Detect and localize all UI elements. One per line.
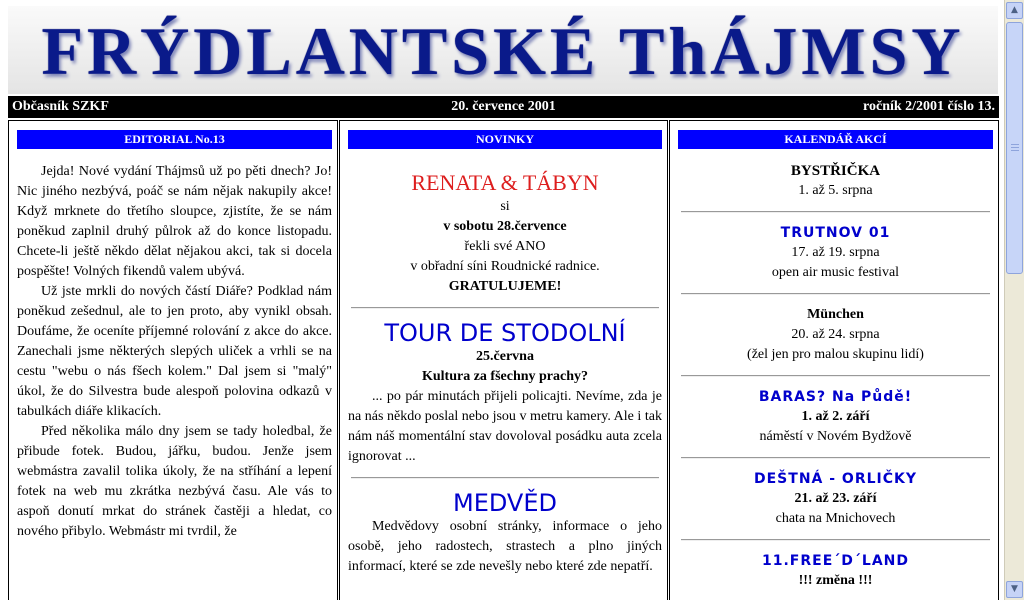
scroll-up-arrow-icon[interactable]: ▲ [1006,2,1023,19]
news-date: 25.června [476,349,534,364]
divider [351,307,659,309]
news-item-medved [348,489,662,577]
calendar-event [678,305,993,365]
divider [681,211,990,213]
scrollbar-thumb[interactable] [1006,22,1023,274]
calendar-event [678,469,993,529]
news-title-tour[interactable]: TOUR DE STODOLNÍ [384,319,626,347]
calendar-event [678,223,993,283]
news-body: ... po pár minutách přijeli policajti. Nevíme, zda je na nás někdo poslal nebo jsou v metru kamery. Ale i tak nám náš momentální stav dovoloval posádku auta zcela ignorovat ... [348,389,662,464]
event-date: 1. až 5. srpna [798,183,873,198]
editorial-paragraph: Jejda! Nové vydání Thájmsů už po pěti dnech? Jo! Nic jiného nezbývá, poáč se nám nějak nakupily akce! Když mrknete do třetího sloupce, zjistíte, že se nám poněkud zaplnil druhý půlrok až do konce listopadu. Chcete-li ještě někdo dělat nějakou akci, tak si docela pospěšte! Volných fikendů valem ubývá. [17,164,332,279]
event-name-link[interactable]: BARAS? Na Půdě! [758,389,913,405]
news-line: si [500,199,510,214]
publication-name: Občasník SZKF [12,99,109,114]
divider [681,293,990,295]
event-note: chata na Mnichovech [775,511,896,526]
editorial-paragraph: Už jste mrkli do nových částí Diáře? Podklad nám poněkud zešednul, ale to jen proto, aby vynikl obsah. Doufáme, že oceníte příjemné rolování z akce do akce. Zanechali jsme některých slepých uliček a vrhli se na cestu "webu o nás fšech kolem." Dal jsem si "malý" úkol, že do Silvestra bude alespoň polovina odkazů v tabulkách diáře klikacích. [17,284,332,419]
news-line: v obřadní síni Roudnické radnice. [410,259,600,274]
news-item-wedding [348,170,662,297]
editorial-paragraph: Před několika málo dny jsem se tady holedbal, že přibude fotek. Budou, jářku, budou. Jenže jsem webmástra zavalil tolika úkoly, že na stříhání a lepení fotek na web mu zkrátka nezbývá času. Ale vás to aspoň donutí mrkat do stránek častěji a hledat, co nového přibylo. Webmástr mi tvrdil, že [17,424,332,539]
grip-line [1011,150,1019,151]
event-name-link[interactable]: TRUTNOV 01 [780,225,891,241]
news-line: v sobotu 28.července [443,219,567,234]
scroll-down-arrow-icon[interactable]: ▼ [1006,581,1023,598]
calendar-event [678,551,993,591]
issue-date: 20. července 2001 [451,99,556,114]
news-body: Medvědovy osobní stránky, informace o jeho osobě, jeho radostech, strastech a plno jiných informací, které se zde nevešly nebo které zde nepatří. [348,519,662,574]
news-line: řekli své ANO [464,239,546,254]
event-name: BYSTŘIČKA [790,163,881,179]
news-column [339,120,668,600]
divider [681,457,990,459]
news-subtitle: Kultura za fšechny prachy? [421,369,589,384]
news-title-medved[interactable]: MEDVĚD [453,489,557,517]
event-name: München [807,307,864,322]
content-columns [8,120,999,600]
grip-line [1011,144,1019,145]
news-item-tour [348,319,662,467]
news-title-wedding[interactable]: RENATA & TÁBYN [411,170,599,195]
divider [351,477,659,479]
calendar-heading: KALENDÁŘ AKCÍ [678,130,993,149]
calendar-column [669,120,999,600]
calendar-event [678,161,993,201]
event-date: 20. až 24. srpna [791,327,880,342]
divider [681,539,990,541]
event-note: náměstí v Novém Bydžově [759,429,912,444]
event-date: 17. až 19. srpna [791,245,880,260]
event-note: open air music festival [771,265,900,280]
editorial-text [17,162,332,542]
news-line: GRATULUJEME! [448,279,562,294]
grip-line [1011,147,1019,148]
event-date: 1. až 2. září [801,409,870,424]
event-name-link[interactable]: 11.FREE´D´LAND [762,553,909,569]
news-heading: NOVINKY [348,130,662,149]
event-note: (žel jen pro malou skupinu lidí) [747,347,924,362]
vertical-scrollbar[interactable] [1004,0,1024,600]
event-date: 21. až 23. září [794,491,877,506]
masthead-title: FRÝDLANTSKÉ ThÁJMSY [41,13,965,89]
info-bar [8,96,999,118]
issue-number: ročník 2/2001 číslo 13. [863,99,995,114]
calendar-event [678,387,993,447]
event-date: !!! změna !!! [798,573,873,588]
masthead-banner [8,6,998,94]
editorial-heading: EDITORIAL No.13 [17,130,332,149]
event-name-link[interactable]: DEŠTNÁ - ORLIČKY [754,471,917,487]
divider [681,375,990,377]
editorial-column [8,120,338,600]
